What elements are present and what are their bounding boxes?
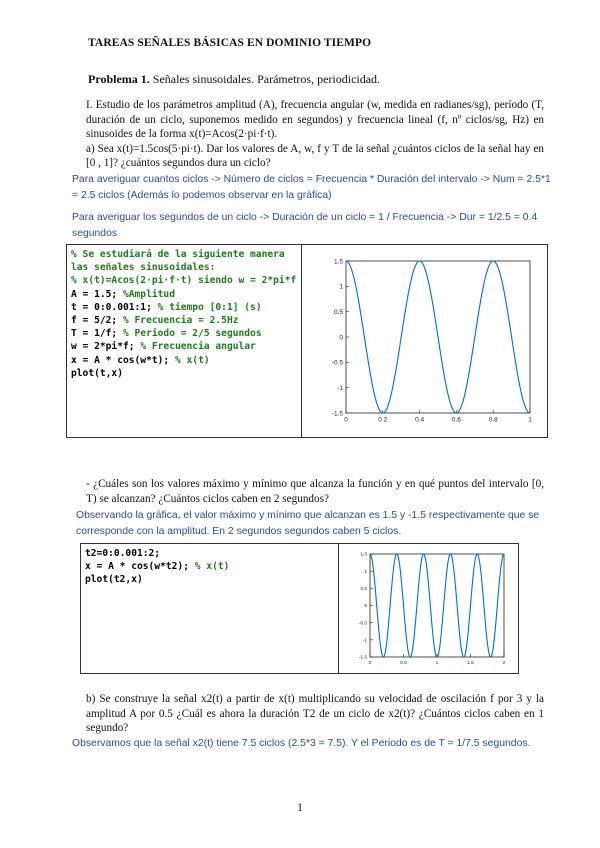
code-comment: % x(t)=Acos(2·pi·f·t) siendo w = 2*pi*f	[71, 275, 297, 287]
code-comment: % Se estudiará de la siguiente manera las señales sinusoidales:	[71, 249, 291, 274]
x-tick-label: 0	[344, 416, 348, 424]
code-line	[85, 560, 335, 573]
code-line	[71, 327, 297, 340]
code-line	[71, 314, 297, 327]
code-statement: t2=0:0.001:2;	[85, 548, 161, 559]
question-b-text: b) Se construye la señal x2(t) a partir de x(t) multiplicando su velocidad de oscilación f por 3 y la amplitud A por 0.5 ¿Cuál es ahora la duración T2 de un ciclo de x2(t)? ¿Cuántos ciclos caben en 1 segundo?	[86, 693, 544, 735]
code-line	[71, 288, 297, 301]
code-comment: % x(t)	[194, 561, 230, 573]
code-comment: % x(t)	[174, 354, 210, 366]
code-statement: t = 0:0.001:1;	[71, 301, 158, 313]
code-line	[85, 573, 335, 586]
y-tick-label: 1.5	[360, 552, 367, 558]
y-tick-label: -0.5	[331, 359, 343, 367]
code-line	[85, 547, 335, 560]
y-tick-label: 0	[339, 334, 343, 342]
x-tick-label: 1.5	[467, 660, 474, 666]
y-tick-label: -1.5	[358, 655, 367, 661]
y-tick-label: -1	[337, 384, 343, 392]
code-comment: % Frecuencia angular	[140, 341, 256, 353]
y-tick-label: 0	[364, 604, 367, 610]
code-statement: x = A * cos(w*t);	[71, 354, 175, 366]
y-tick-label: -1.5	[331, 410, 343, 418]
matlab-code-1	[71, 248, 297, 380]
intro-paragraph	[86, 98, 544, 171]
code-figure-box-1	[66, 244, 548, 438]
y-tick-label: 1.5	[333, 258, 343, 266]
y-tick-label: 0.5	[360, 587, 367, 593]
y-tick-label: -0.5	[358, 621, 367, 627]
code-statement: A = 1.5;	[71, 288, 123, 300]
code-statement: T = 1/f;	[71, 328, 123, 340]
code-statement: w = 2*pi*f;	[71, 341, 141, 353]
problem-label: Problema 1.	[88, 72, 150, 86]
x-tick-label: 0.4	[415, 416, 425, 424]
code-line	[71, 340, 297, 353]
question-max-min-text: - ¿Cuáles son los valores máximo y mínimo que alcanza la función y en qué puntos del intervalo [0, T) se alcanzan? ¿Cuántos ciclos caben en 2 segundos?	[86, 478, 544, 505]
problem-text: Señales sinusoidales. Parámetros, periodicidad.	[149, 72, 381, 86]
code-comment: %Amplitud	[122, 288, 175, 300]
code-line	[71, 248, 297, 274]
answer-duration: Para averiguar los segundos de un ciclo -> Duración de un ciclo = 1 / Frecuencia -> Dur = 1/2.5 = 0.4 segundos	[72, 212, 538, 239]
x-tick-label: 2	[502, 660, 506, 666]
answer-cycles: Para averiguar cuantos ciclos -> Número de ciclos = Frecuencia * Duración del intervalo -> Num = 2.5*1 = 2.5 ciclos (Además lo podemos observar en la gráfica)	[72, 174, 551, 201]
x-tick-label: 0.8	[488, 416, 498, 424]
code-line	[71, 354, 297, 367]
code-comment: % Frecuencia = 2.5Hz	[122, 315, 239, 327]
question-b	[86, 692, 544, 736]
code-line	[71, 274, 297, 287]
question-max-min	[86, 477, 544, 506]
answer-period: Observamos que la señal x2(t) tiene 7.5 ciclos (2.5*3 = 7.5). Y el Periodo es de T = 1/7.5 segundos.	[72, 738, 531, 749]
code-statement: plot(t2,x)	[85, 574, 143, 586]
code-line	[71, 367, 297, 380]
x-tick-label: 0.5	[400, 660, 407, 666]
y-tick-label: 0.5	[333, 308, 343, 316]
code-statement: x = A * cos(w*t2);	[85, 561, 195, 573]
document-title: TAREAS SEÑALES BÁSICAS EN DOMINIO TIEMPO	[88, 37, 372, 49]
code-line	[71, 301, 297, 314]
x-tick-label: 1	[435, 660, 439, 666]
matlab-code-2	[85, 547, 335, 587]
y-tick-label: 1	[364, 569, 367, 575]
intro-text-2: a) Sea x(t)=1.5cos(5·pi·t). Dar los valores de A, w, f y T de la señal ¿cuántos ciclos de la señal hay en [0 , 1]? ¿cuántos segundos dura un ciclo?	[86, 142, 544, 170]
cosine-plot-2	[340, 545, 518, 673]
intro-text-1: I. Estudio de los parámetros amplitud (A), frecuencia angular (w, medida en radianes/sg), período (T, duración de un ciclo, suponemos medido en segundos) y frecuencia lineal (f, nº ciclos/sg, Hz) en sinusoides de la forma x(t)=Acos(2·pi·f·t).	[86, 99, 544, 141]
answer-max-min: Observando la gráfica, el valor máximo y mínimo que alcanzan es 1.5 y -1.5 respectivamente que se corresponde con la amplitud. En 2 segundos segundos caben 5 ciclos.	[76, 510, 540, 537]
code-statement: f = 5/2;	[71, 315, 123, 327]
code-figure-box-2	[80, 543, 519, 674]
problem-heading	[88, 72, 380, 87]
y-tick-label: 1	[339, 283, 343, 291]
code-statement: plot(t,x)	[71, 367, 123, 379]
x-tick-label: 0	[368, 660, 372, 666]
code-comment: % tiempo [0:1] (s)	[157, 301, 262, 313]
y-tick-label: -1	[362, 638, 367, 644]
cosine-plot-1	[302, 245, 548, 437]
x-tick-label: 0.6	[451, 416, 461, 424]
box-divider-2	[338, 544, 339, 673]
page-number: 1	[297, 800, 303, 814]
x-tick-label: 1	[528, 416, 532, 424]
code-comment: % Periodo = 2/5 segundos	[122, 328, 262, 340]
x-tick-label: 0.2	[378, 416, 388, 424]
